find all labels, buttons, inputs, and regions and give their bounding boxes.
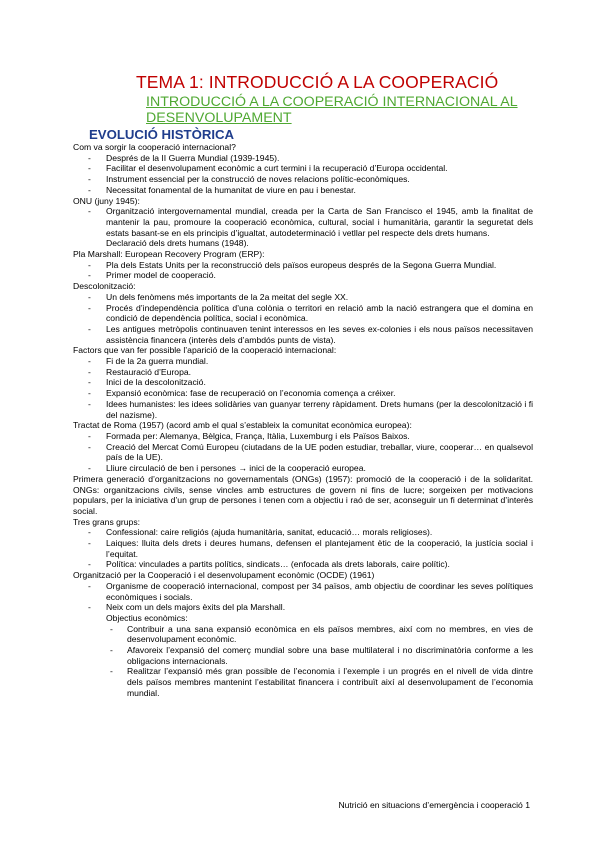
dash-bullet: - bbox=[110, 623, 113, 634]
list-item: - Organisme de cooperació internacional, compost per 34 països, amb objectiu de coordinar les seves polítiques econòmiques i socials. bbox=[88, 580, 533, 602]
dash-bullet: - bbox=[88, 398, 91, 409]
list-item: - Fi de la 2a guerra mundial. bbox=[88, 356, 209, 367]
list-item: - Lliure circulació de ben i persones → inici de la cooperació europea. bbox=[88, 463, 366, 474]
block-heading: Organització per la Cooperació i el desenvolupament econòmic (OCDE) (1961) bbox=[73, 570, 375, 581]
dash-bullet: - bbox=[88, 259, 91, 270]
dash-bullet: - bbox=[88, 441, 91, 452]
block-heading: Tres grans grups: bbox=[73, 516, 141, 527]
dash-bullet: - bbox=[88, 463, 91, 474]
dash-bullet: - bbox=[88, 152, 91, 163]
list-item: - Laiques: lluita dels drets i deures humans, defensen el plantejament ètic de la cooperació, la justícia social i l’equitat. bbox=[88, 538, 533, 559]
section-heading: EVOLUCIÓ HISTÒRICA bbox=[89, 127, 235, 142]
dash-bullet: - bbox=[88, 356, 91, 367]
list-note: Objectius econòmics: bbox=[106, 612, 188, 623]
sub-list-item: - Afavoreix l’expansió del comerç mundial sobre una base multilateral i no discriminatòria conforme a les obligacions internacionals. bbox=[110, 645, 533, 666]
list-item: - Les antigues metròpolis continuaven tenint interessos en les seves ex-colonies i els nous països necessitaven assistència financera (interès dels d’ambdós punts de vista). bbox=[88, 323, 533, 345]
dash-bullet: - bbox=[88, 184, 91, 195]
dash-bullet: - bbox=[88, 291, 91, 302]
block-heading: Com va sorgir la cooperació internacional? bbox=[73, 142, 236, 152]
list-item: - Organització intergovernamental mundial, creada per la Carta de San Francisco el 1945, amb la finalitat de mantenir la pau, promoure la cooperació econòmica, cultural, social i humanitària, garantir la seguretat dels estats basant-se en els principis d’igualtat, autodeterminació i vetllar pel respecte dels drets humans. bbox=[88, 206, 533, 238]
list-item: - Instrument essencial per la construcció de noves relacions polític-econòmiques. bbox=[88, 174, 410, 185]
dash-bullet: - bbox=[88, 527, 91, 538]
list-item: - Creació del Mercat Comú Europeu (ciutadans de la UE poden estudiar, treballar, viure, cooperar… en qualsevol país de la UE). bbox=[88, 441, 533, 463]
dash-bullet: - bbox=[88, 270, 91, 281]
dash-bullet: - bbox=[88, 206, 91, 217]
dash-bullet: - bbox=[88, 323, 91, 334]
list-item: - Neix com un dels majors èxits del pla Marshall. bbox=[88, 602, 286, 613]
list-item: - Un dels fenòmens més importants de la 2a meitat del segle XX. bbox=[88, 291, 349, 302]
block-heading: Tractat de Roma (1957) (acord amb el qual s’estableix la comunitat econòmica europea): bbox=[73, 420, 412, 431]
dash-bullet: - bbox=[88, 366, 91, 377]
list-item: - Després de la II Guerra Mundial (1939-1945). bbox=[88, 152, 280, 163]
page-title: TEMA 1: INTRODUCCIÓ A LA COOPERACIÓ bbox=[136, 72, 499, 92]
block-heading: Factors que van fer possible l’aparició de la cooperació internacional: bbox=[73, 345, 337, 356]
dash-bullet: - bbox=[88, 559, 91, 570]
list-item: - Restauració d’Europa. bbox=[88, 366, 192, 377]
block-heading: Pla Marshall: European Recovery Program (ERP): bbox=[73, 249, 265, 260]
dash-bullet: - bbox=[88, 388, 91, 399]
dash-bullet: - bbox=[88, 302, 91, 313]
dash-bullet: - bbox=[88, 580, 91, 591]
sub-list-item: - Realitzar l’expansió més gran possible de l’economia i l’exemple i un progrés en el nivell de vida dintre dels països membres mantenint l’estabilitat financera i contribuït així al desenvolupament de l’economia mundial. bbox=[110, 666, 533, 698]
page-subtitle: INTRODUCCIÓ A LA COOPERACIÓ INTERNACIONAL AL DESENVOLUPAMENT bbox=[146, 94, 518, 126]
list-item: - Necessitat fonamental de la humanitat de viure en pau i benestar. bbox=[88, 184, 356, 195]
list-item: - Primer model de cooperació. bbox=[88, 270, 216, 281]
sub-list-item: - Contribuir a una sana expansió econòmica en els països membres, així com no membres, en vies de desenvolupament econòmic. bbox=[110, 623, 533, 645]
dash-bullet: - bbox=[110, 666, 113, 677]
list-item: - Confessional: caire religiós (ajuda humanitària, sanitat, educació… morals religioses). bbox=[88, 527, 433, 538]
list-item: - Formada per: Alemanya, Bèlgica, França, Itàlia, Luxemburg i els Països Baixos. bbox=[88, 430, 410, 441]
dash-bullet: - bbox=[88, 602, 91, 613]
block-heading: Descolonització: bbox=[73, 281, 136, 292]
block-heading: ONU (juny 1945): bbox=[73, 195, 140, 206]
dash-bullet: - bbox=[88, 538, 91, 549]
list-item: - Pla dels Estats Units per la reconstrucció dels països europeus després de la Segona Guerra Mundial. bbox=[88, 259, 497, 270]
list-item: - Expansió econòmica: fase de recuperació on l’economia comença a créixer. bbox=[88, 388, 396, 399]
document-body bbox=[73, 142, 533, 699]
dash-bullet: - bbox=[110, 645, 113, 656]
dash-bullet: - bbox=[88, 430, 91, 441]
dash-bullet: - bbox=[88, 174, 91, 185]
dash-bullet: - bbox=[88, 377, 91, 388]
list-item: - Procés d’independència política d’una colònia o territori en relació amb la nació estrangera que el domina en condició de dependència política, social i econòmica. bbox=[88, 302, 533, 324]
list-item: - Facilitar el desenvolupament econòmic a curt termini i la recuperació d’Europa occidental. bbox=[88, 163, 448, 174]
list-item: - Idees humanistes: les idees solidàries van guanyar terreny ràpidament. Drets humans (per la descolonització i fi del nazisme). bbox=[88, 398, 533, 420]
dash-bullet: - bbox=[88, 163, 91, 174]
page-footer: Nutrició en situacions d’emergència i cooperació 1 bbox=[338, 800, 530, 810]
list-note: Declaració dels drets humans (1948). bbox=[106, 238, 249, 249]
paragraph: Primera generació d’organitzacions no governamentals (ONGs) (1957): promoció de la cooperació i de la solidaritat. ONGs: organitzacions civils, sense vincles amb estructures de govern ni fins de lucre; sorgeixen per motivacions populars, per la iniciativa d’un grup de persones i tenen com a objectiu i raó de ser, aconseguir un fi determinat d’interès social. bbox=[73, 473, 533, 516]
list-item: - Inici de la descolonització. bbox=[88, 377, 206, 388]
list-item: - Política: vinculades a partits polítics, sindicats… (enfocada als drets laborals, caire polític). bbox=[88, 559, 450, 570]
